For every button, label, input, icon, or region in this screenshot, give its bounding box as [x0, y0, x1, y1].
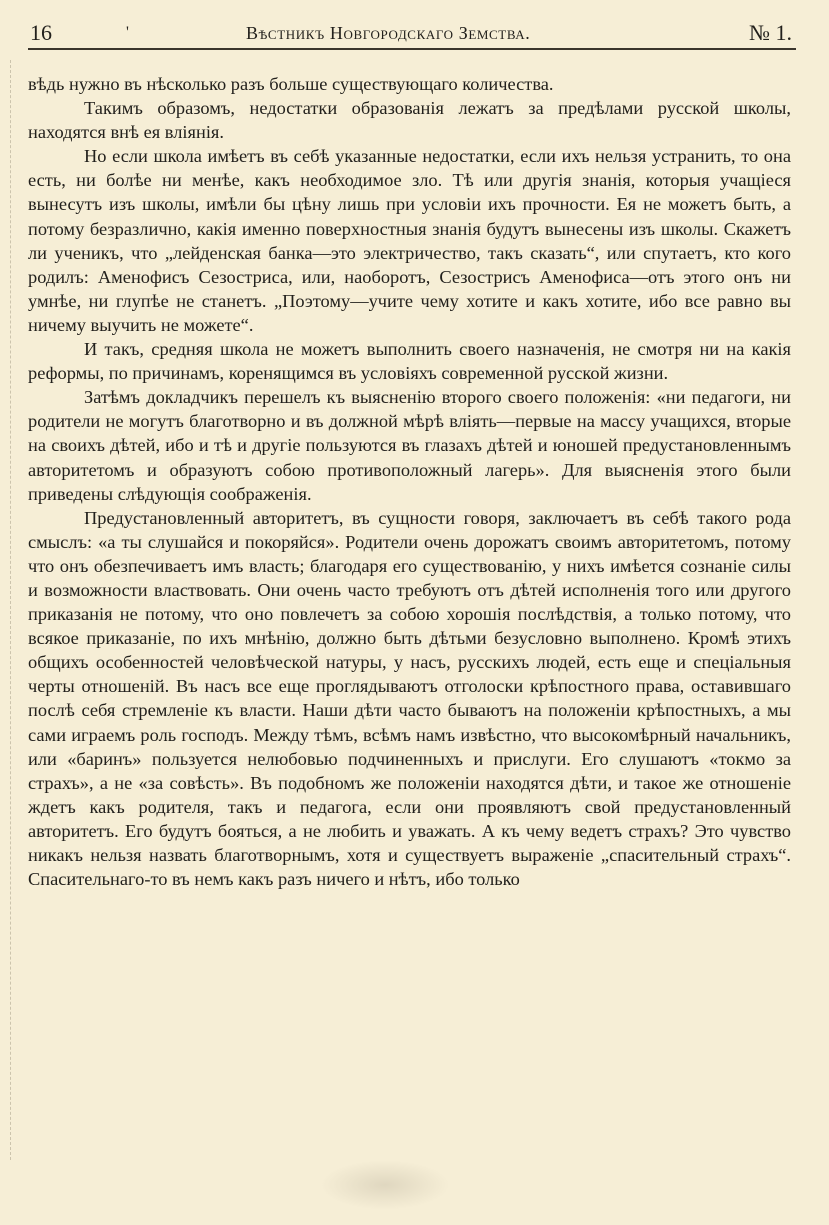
journal-title: Вѣстникъ Новгородскаго Земства.	[246, 23, 531, 43]
paragraph: Предустановленный авторитетъ, въ сущности говоря, заключаетъ въ себѣ такого рода смыслъ: «а ты слушайся и покоряйся». Родители очень дорожатъ своимъ авторитетомъ, потому что онъ обезпечиваетъ имъ власть; благодаря его существованію, у нихъ имѣется сознаніе силы и возможности властвовать. Они очень часто требуютъ отъ дѣтей исполненія того или другого приказанія не потому, что оно повлечетъ за собою хорошія послѣдствія, а только потому, что всякое приказаніе, по ихъ мнѣнію, должно быть дѣтьми безусловно выполнено. Кромѣ этихъ общихъ особенностей человѣческой натуры, у насъ, русскихъ людей, есть еще и спеціальныя черты отношеній. Въ насъ все еще проглядываютъ отголоски крѣпостного права, оставившаго послѣ себя стремленіе къ власти. Наши дѣти часто бываютъ на положеніи крѣпостныхъ, а мы сами играемъ роль господъ. Между тѣмъ, всѣмъ намъ извѣстно, что высокомѣрный начальникъ, или «баринъ» пользуется нелюбовью подчиненныхъ и прислуги. Его слушаютъ «токмо за страхъ», а не «за совѣсть». Въ подобномъ же положеніи находятся дѣти, и такое же отношеніе ждетъ какъ родителя, такъ и педагога, если они проявляютъ свой предустановленный авторитетъ. Его будутъ бояться, а не любить и уважать. А къ чему ведетъ страхъ? Это чувство никакъ нельзя назвать благотворнымъ, хотя и существуетъ выраженіе „спасительный страхъ“. Спасительнаго-то въ немъ какъ разъ ничего и нѣтъ, ибо только	[28, 507, 791, 890]
paragraph: И такъ, средняя школа не можетъ выполнить своего назначенія, не смотря ни на какія реформы, по причинамъ, коренящимся въ условіяхъ современной русской жизни.	[28, 339, 791, 384]
paragraph: вѣдь нужно въ нѣсколько разъ больше существующаго количества.	[28, 74, 554, 94]
body-text	[28, 72, 791, 891]
issue-number: № 1.	[749, 20, 792, 45]
print-smudge	[320, 1160, 450, 1210]
header-tick-mark: '	[126, 24, 129, 41]
paragraph: Затѣмъ докладчикъ перешелъ къ выясненію второго своего положенія: «ни педагоги, ни родители не могутъ благотворно и въ должной мѣрѣ вліять—первые на массу учащихся, вторые на своихъ дѣтей, ибо и тѣ и другіе пользуются въ глазахъ дѣтей и юношей предустановленнымъ авторитетомъ и образуютъ собою противоположный лагерь». Для выясненія этого были приведены слѣдующія соображенія.	[28, 387, 791, 504]
paragraph: Но если школа имѣетъ въ себѣ указанные недостатки, если ихъ нельзя устранить, то она есть, ни болѣе ни менѣе, какъ необходимое зло. Тѣ или другія знанія, которыя учащіеся вынесутъ изъ школы, имѣли бы цѣну лишь при условіи ихъ прочности. Ея не можетъ быть, а потому безразлично, какія именно поверхностныя знанія будутъ вынесены изъ школы. Скажетъ ли ученикъ, что „лейденская банка—это электричество, такъ сказать“, или спутаетъ, кто кого родилъ: Аменофисъ Сезостриса, или, наоборотъ, Сезострисъ Аменофиса—отъ этого онъ ни умнѣе, ни глупѣе не станетъ. „Поэтому—учите чему хотите и какъ хотите, ибо все равно вы ничему выучить не можете“.	[28, 146, 791, 335]
paragraph: Такимъ образомъ, недостатки образованія лежатъ за предѣлами русской школы, находятся внѣ ея вліянія.	[28, 98, 791, 143]
running-header	[28, 16, 796, 50]
page-number: 16	[30, 20, 52, 45]
left-margin-marks	[10, 60, 15, 1160]
